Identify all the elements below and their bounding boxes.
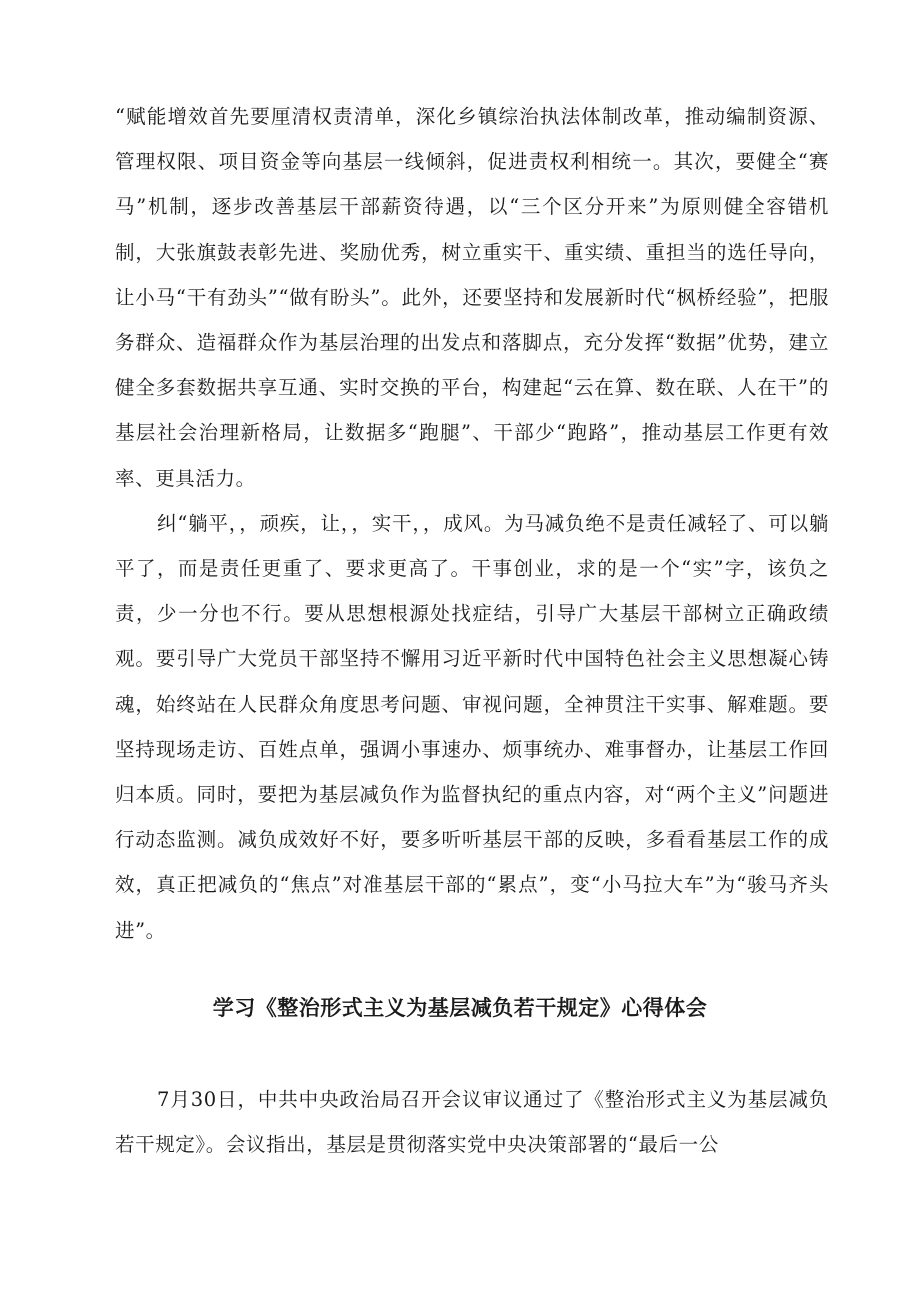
- body-paragraph-2: 纠“躺平，，顽疾，让，，实干，，成风。为马减负绝不是责任减轻了、可以躺平了，而是责任更重了、要求更高了。干事创业，求的是一个“实”字，该负之责，少一分也不行。要从思想根源处找症结，引导广大基层干部树立正确政绩观。要引导广大党员干部坚持不懈用习近平新时代中国特色社会主义思想凝心铸魂，始终站在人民群众角度思考问题、审视问题，全神贯注干实事、解难题。要坚持现场走访、百姓点单，强调小事速办、烦事统办、难事督办，让基层工作回归本质。同时，要把为基层减负作为监督执纪的重点内容，对“两个主义”问题进行动态监测。减负成效好不好，要多听听基层干部的反映，多看看基层工作的成效，真正把减负的“焦点”对准基层干部的“累点”，变“小马拉大车”为“骏马齐头进”。: [115, 511, 829, 942]
- body-paragraph-3: 7月30日，中共中央政治局召开会议审议通过了《整治形式主义为基层减负若干规定》。会议指出，基层是贯彻落实党中央决策部署的“最后一公: [115, 1088, 829, 1157]
- body-paragraph-1: “赋能增效首先要厘清权责清单，深化乡镇综治执法体制改革，推动编制资源、管理权限、项目资金等向基层一线倾斜，促进责权利相统一。其次，要健全“赛马”机制，逐步改善基层干部薪资待遇，以“三个区分开来”为原则健全容错机制，大张旗鼓表彰先进、奖励优秀，树立重实干、重实绩、重担当的选任导向，让小马“干有劲头”“做有盼头”。此外，还要坚持和发展新时代“枫桥经验”，把服务群众、造福群众作为基层治理的出发点和落脚点，充分发挥“数据”优势，建立健全多套数据共享互通、实时交换的平台，构建起“云在算、数在联、人在干”的基层社会治理新格局，让数据多“跑腿”、干部少“跑路”，推动基层工作更有效率、更具活力。: [115, 105, 829, 490]
- article-continued-body: [115, 94, 829, 953]
- article-heading: 学习《整治形式主义为基层减负若干规定》心得体会: [212, 996, 708, 1020]
- article-new-body: [115, 1077, 829, 1167]
